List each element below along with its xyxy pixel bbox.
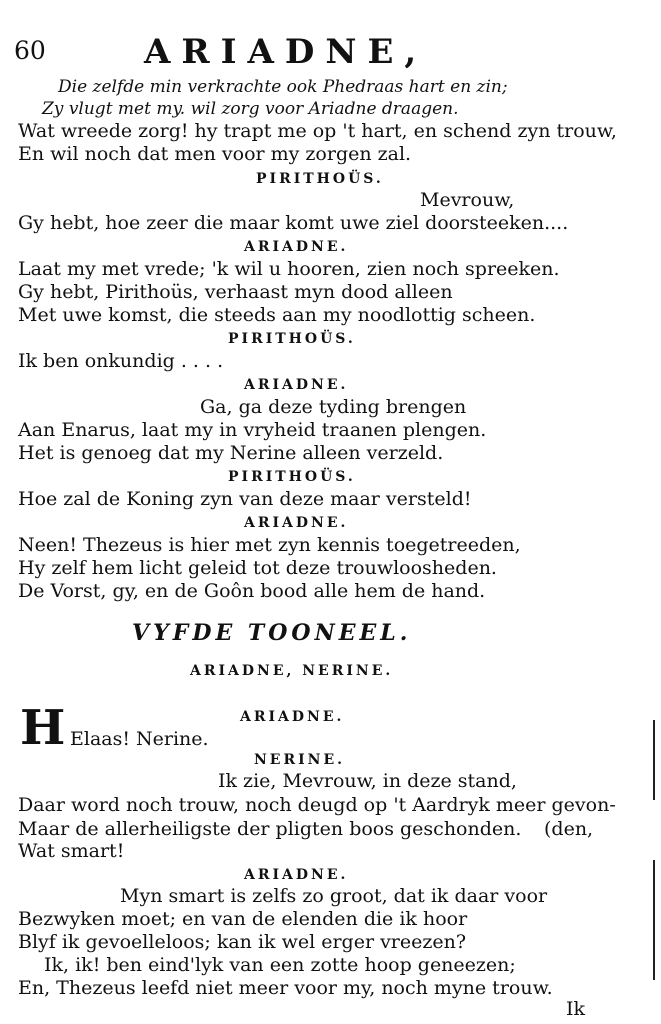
verse-line: Maar de allerheiligste der pligten boos geschonden.: [18, 818, 522, 840]
verse-line: Gy hebt, Pirithoüs, verhaast myn dood alleen: [18, 281, 453, 303]
verse-line: Mevrouw,: [420, 189, 515, 211]
speaker-name: ARIADNE.: [240, 709, 345, 725]
verse-line: Hoe zal de Koning zyn van deze maar versteld!: [18, 488, 472, 510]
verse-line: En wil noch dat men voor my zorgen zal.: [18, 143, 412, 165]
verse-line: En, Thezeus leefd niet meer voor my, noch myne trouw.: [18, 977, 553, 999]
verse-line: Elaas! Nerine.: [70, 728, 209, 750]
verse-line: Met uwe komst, die steeds aan my noodlottig scheen.: [18, 304, 536, 326]
verse-line: Neen! Thezeus is hier met zyn kennis toegetreeden,: [18, 534, 521, 556]
verse-line: De Vorst, gy, en de Goôn bood alle hem de hand.: [18, 580, 486, 602]
verse-line: Die zelfde min verkrachte ook Phedraas hart en zin;: [58, 77, 508, 97]
speaker-name: NERINE.: [254, 752, 345, 768]
verse-line: Myn smart is zelfs zo groot, dat ik daar voor: [120, 885, 548, 907]
verse-line: Bezwyken moet; en van de elenden die ik hoor: [18, 908, 468, 930]
drop-cap-letter: H: [20, 700, 66, 756]
speaker-name: PIRITHOÜS.: [228, 331, 356, 347]
verse-line: Blyf ik gevoelleloos; kan ik wel erger vreezen?: [18, 931, 467, 953]
page-header: [14, 32, 654, 72]
verse-line: Het is genoeg dat my Nerine alleen verzeld.: [18, 442, 444, 464]
speaker-name: ARIADNE.: [244, 515, 349, 531]
speaker-name: ARIADNE.: [244, 867, 349, 883]
speaker-name: ARIADNE.: [244, 239, 349, 255]
speaker-name: PIRITHOÜS.: [228, 469, 356, 485]
verse-line: Ik zie, Mevrouw, in deze stand,: [218, 770, 517, 792]
verse-line: (den,: [544, 818, 594, 840]
verse-line: Gy hebt, hoe zeer die maar komt uwe ziel doorsteeken....: [18, 212, 569, 234]
scene-cast: ARIADNE, NERINE.: [190, 663, 394, 679]
verse-line: Wat wreede zorg! hy trapt me op 't hart, en schend zyn trouw,: [18, 120, 617, 142]
verse-line: Ga, ga deze tyding brengen: [200, 396, 467, 418]
running-title: ARIADNE,: [144, 32, 428, 72]
speaker-name: ARIADNE.: [244, 377, 349, 393]
scene-heading: VYFDE TOONEEL.: [132, 620, 412, 646]
page-edge-mark: [653, 720, 655, 800]
page-number: 60: [14, 36, 46, 65]
verse-line: Zy vlugt met my. wil zorg voor Ariadne draagen.: [42, 99, 459, 119]
verse-line: Hy zelf hem licht geleid tot deze trouwloosheden.: [18, 557, 497, 579]
verse-line: Daar word noch trouw, noch deugd op 't Aardryk meer gevon-: [18, 794, 616, 816]
verse-line: Aan Enarus, laat my in vryheid traanen plengen.: [18, 419, 487, 441]
speaker-name: PIRITHOÜS.: [256, 171, 384, 187]
verse-line: Ik: [566, 998, 586, 1020]
verse-line: Ik ben onkundig . . . .: [18, 350, 224, 372]
verse-line: Wat smart!: [18, 840, 125, 862]
page-edge-mark: [653, 860, 655, 980]
verse-line: Ik, ik! ben eind'lyk van een zotte hoop geneezen;: [44, 954, 516, 976]
verse-line: Laat my met vrede; 'k wil u hooren, zien noch spreeken.: [18, 258, 560, 280]
